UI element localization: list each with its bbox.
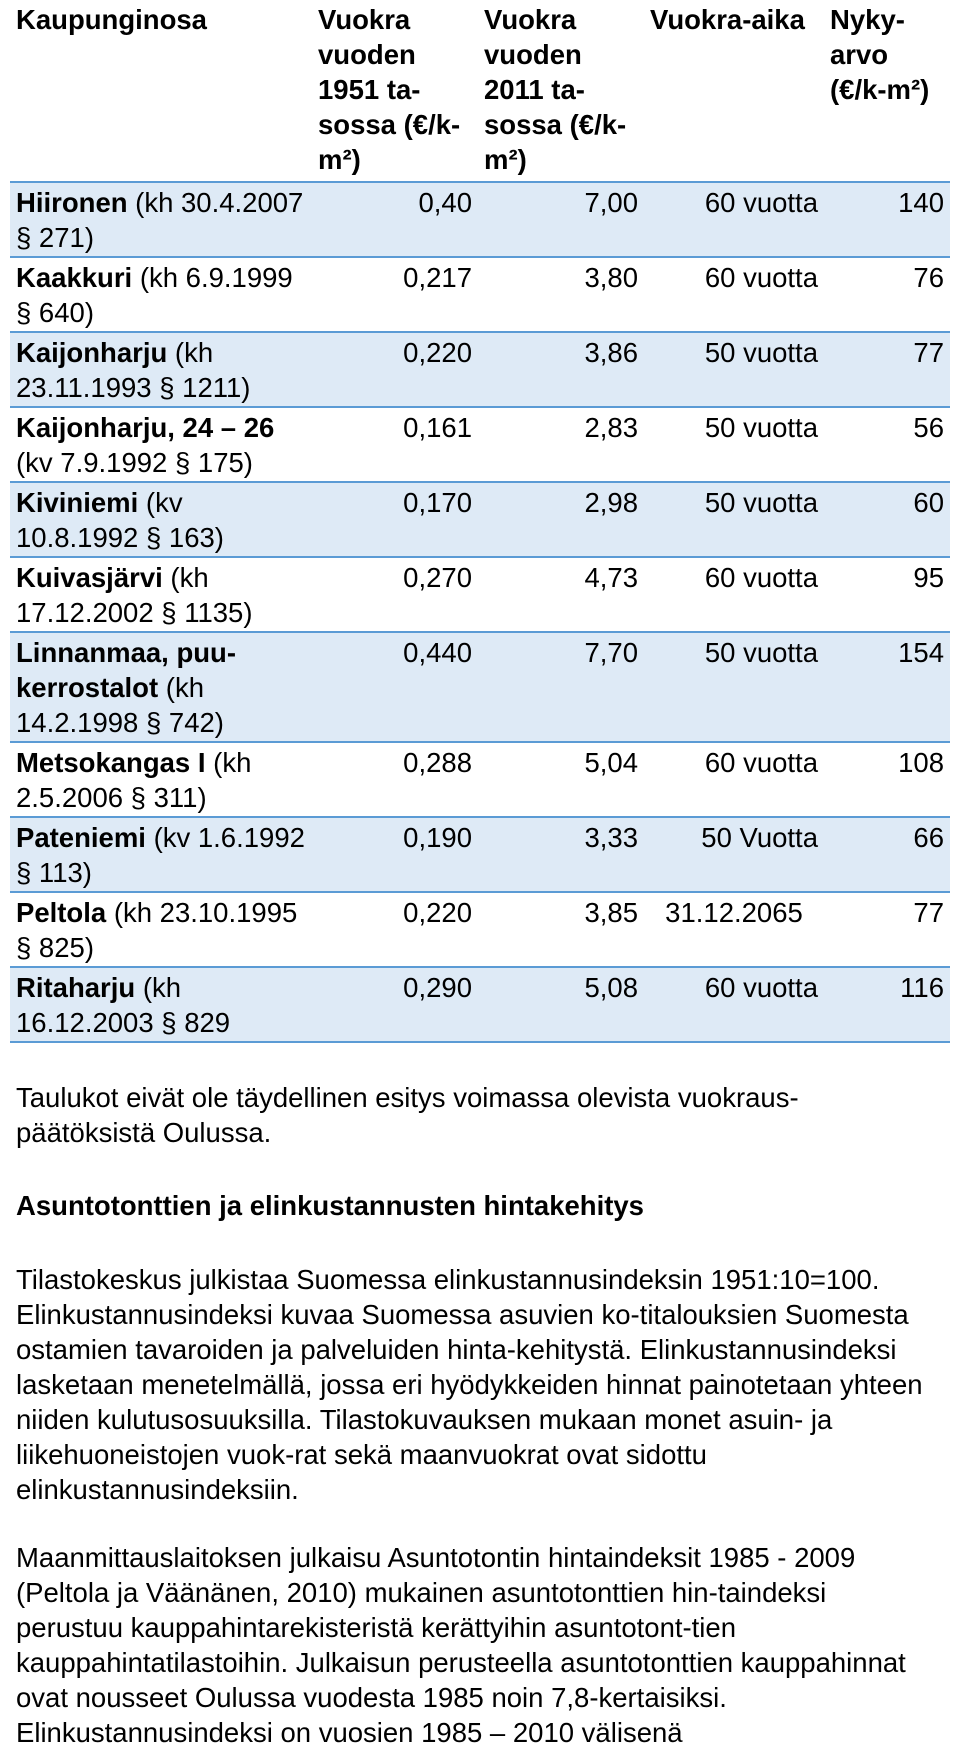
present-value-cell: 77	[824, 332, 950, 407]
rent-2011-cell: 2,83	[478, 407, 644, 482]
decision-reference: (kv 7.9.1992 § 175)	[16, 447, 253, 478]
district-cell	[10, 557, 312, 632]
rent-2011-cell: 2,98	[478, 482, 644, 557]
rent-2011-cell: 7,00	[478, 182, 644, 257]
district-name: Kaijonharju	[16, 337, 168, 368]
section-heading: Asuntotonttien ja elinkustannusten hintakehitys	[16, 1190, 644, 1221]
lease-period-cell: 50 vuotta	[644, 632, 824, 742]
table-row	[10, 817, 950, 892]
district-cell	[10, 632, 312, 742]
lease-period-cell: 60 vuotta	[644, 967, 824, 1042]
district-name: Kuivasjärvi	[16, 562, 163, 593]
rent-1951-cell: 0,270	[312, 557, 478, 632]
present-value-cell: 116	[824, 967, 950, 1042]
present-value-cell: 95	[824, 557, 950, 632]
district-cell	[10, 332, 312, 407]
district-cell	[10, 817, 312, 892]
district-name: Kaijonharju, 24 – 26	[16, 412, 275, 443]
rent-1951-cell: 0,288	[312, 742, 478, 817]
header-rent-2011: Vuokra vuoden 2011 ta-sossa (€/k-m²)	[478, 0, 644, 182]
decision-reference: (kv 1.6.1992 § 113)	[16, 822, 305, 888]
district-name: Hiironen	[16, 187, 128, 218]
present-value-cell: 56	[824, 407, 950, 482]
lease-period-cell: 60 vuotta	[644, 182, 824, 257]
rent-2011-cell: 5,08	[478, 967, 644, 1042]
district-name: Linnanmaa, puu-kerrostalot	[16, 637, 236, 703]
district-name: Pateniemi	[16, 822, 146, 853]
decision-reference: (kh 23.10.1995 § 825)	[16, 897, 298, 963]
table-row	[10, 892, 950, 967]
lease-rent-table	[10, 0, 950, 1043]
rent-2011-cell: 3,33	[478, 817, 644, 892]
present-value-cell: 60	[824, 482, 950, 557]
table-row	[10, 557, 950, 632]
table-row	[10, 632, 950, 742]
district-cell	[10, 407, 312, 482]
table-row	[10, 482, 950, 557]
decision-reference: (kh 30.4.2007 § 271)	[16, 187, 304, 253]
decision-reference: (kh 17.12.2002 § 1135)	[16, 562, 253, 628]
rent-1951-cell: 0,440	[312, 632, 478, 742]
district-cell	[10, 182, 312, 257]
district-cell	[10, 257, 312, 332]
present-value-cell: 66	[824, 817, 950, 892]
district-cell	[10, 742, 312, 817]
present-value-cell: 108	[824, 742, 950, 817]
decision-reference: (kh 16.12.2003 § 829	[16, 972, 231, 1038]
paragraph-plot-price-index: Maanmittauslaitoksen julkaisu Asuntotontin hintaindeksit 1985 - 2009 (Peltola ja Väänänen, 2010) mukainen asuntotonttien hin-taindeksi perustuu kauppahintarekisteristä kerättyihin asuntotont-tien kauppahintatilastoihin. Julkaisun perusteella asuntotonttien kauppahinnat ovat nousseet Oulussa vuodesta 1985 noin 7,8-kertaisiksi. Elinkustannusindeksi on vuosien 1985 – 2010 välisenä	[16, 1542, 906, 1748]
table-header-row	[10, 0, 950, 182]
decision-reference: (kh 2.5.2006 § 311)	[16, 747, 252, 813]
table-row	[10, 407, 950, 482]
rent-1951-cell: 0,170	[312, 482, 478, 557]
lease-period-cell: 60 vuotta	[644, 557, 824, 632]
decision-reference: (kh 23.11.1993 § 1211)	[16, 337, 251, 403]
rent-1951-cell: 0,190	[312, 817, 478, 892]
district-cell	[10, 967, 312, 1042]
lease-period-cell: 31.12.2065	[644, 892, 824, 967]
table-row	[10, 332, 950, 407]
header-rent-1951: Vuokra vuoden 1951 ta-sossa (€/k-m²)	[312, 0, 478, 182]
present-value-cell: 140	[824, 182, 950, 257]
present-value-cell: 76	[824, 257, 950, 332]
district-cell	[10, 482, 312, 557]
district-name: Ritaharju	[16, 972, 136, 1003]
decision-reference: (kh 14.2.1998 § 742)	[16, 672, 224, 738]
paragraph-cost-of-living: Tilastokeskus julkistaa Suomessa elinkustannusindeksin 1951:10=100. Elinkustannusindeksi kuvaa Suomessa asuvien ko-titalouksien Suomesta ostamien tavaroiden ja palveluiden hinta-kehitystä. Elinkustannusindeksi lasketaan menetelmällä, jossa eri hyödykkeiden hinnat painotetaan yhteen niiden kulutusosuuksilla. Tilastokuvauksen mukaan monet asuin- ja liikehuoneistojen vuok-rat sekä maanvuokrat ovat sidottu elinkustannusindeksiin.	[16, 1264, 923, 1505]
rent-2011-cell: 3,86	[478, 332, 644, 407]
rent-2011-cell: 5,04	[478, 742, 644, 817]
lease-period-cell: 50 vuotta	[644, 332, 824, 407]
rent-1951-cell: 0,40	[312, 182, 478, 257]
rent-1951-cell: 0,220	[312, 332, 478, 407]
rent-1951-cell: 0,220	[312, 892, 478, 967]
present-value-cell: 154	[824, 632, 950, 742]
present-value-cell: 77	[824, 892, 950, 967]
rent-2011-cell: 3,85	[478, 892, 644, 967]
rent-2011-cell: 4,73	[478, 557, 644, 632]
lease-period-cell: 60 vuotta	[644, 257, 824, 332]
district-cell	[10, 892, 312, 967]
table-row	[10, 742, 950, 817]
decision-reference: (kh 6.9.1999 § 640)	[16, 262, 293, 328]
district-name: Metsokangas I	[16, 747, 206, 778]
table-row	[10, 967, 950, 1042]
rent-1951-cell: 0,290	[312, 967, 478, 1042]
table-row	[10, 182, 950, 257]
rent-1951-cell: 0,161	[312, 407, 478, 482]
decision-reference: (kv 10.8.1992 § 163)	[16, 487, 224, 553]
table-footnote: Taulukot eivät ole täydellinen esitys voimassa olevista vuokraus-päätöksistä Oulussa.	[16, 1082, 799, 1148]
lease-period-cell: 50 Vuotta	[644, 817, 824, 892]
district-name: Kaakkuri	[16, 262, 133, 293]
table-row	[10, 257, 950, 332]
district-name: Peltola	[16, 897, 107, 928]
header-present-value: Nyky-arvo (€/k-m²)	[824, 0, 950, 182]
lease-period-cell: 60 vuotta	[644, 742, 824, 817]
lease-period-cell: 50 vuotta	[644, 407, 824, 482]
document-page	[10, 0, 950, 1043]
rent-1951-cell: 0,217	[312, 257, 478, 332]
district-name: Kiviniemi	[16, 487, 139, 518]
rent-2011-cell: 3,80	[478, 257, 644, 332]
lease-period-cell: 50 vuotta	[644, 482, 824, 557]
header-district: Kaupunginosa	[10, 0, 312, 182]
header-lease-period: Vuokra-aika	[644, 0, 824, 182]
rent-2011-cell: 7,70	[478, 632, 644, 742]
